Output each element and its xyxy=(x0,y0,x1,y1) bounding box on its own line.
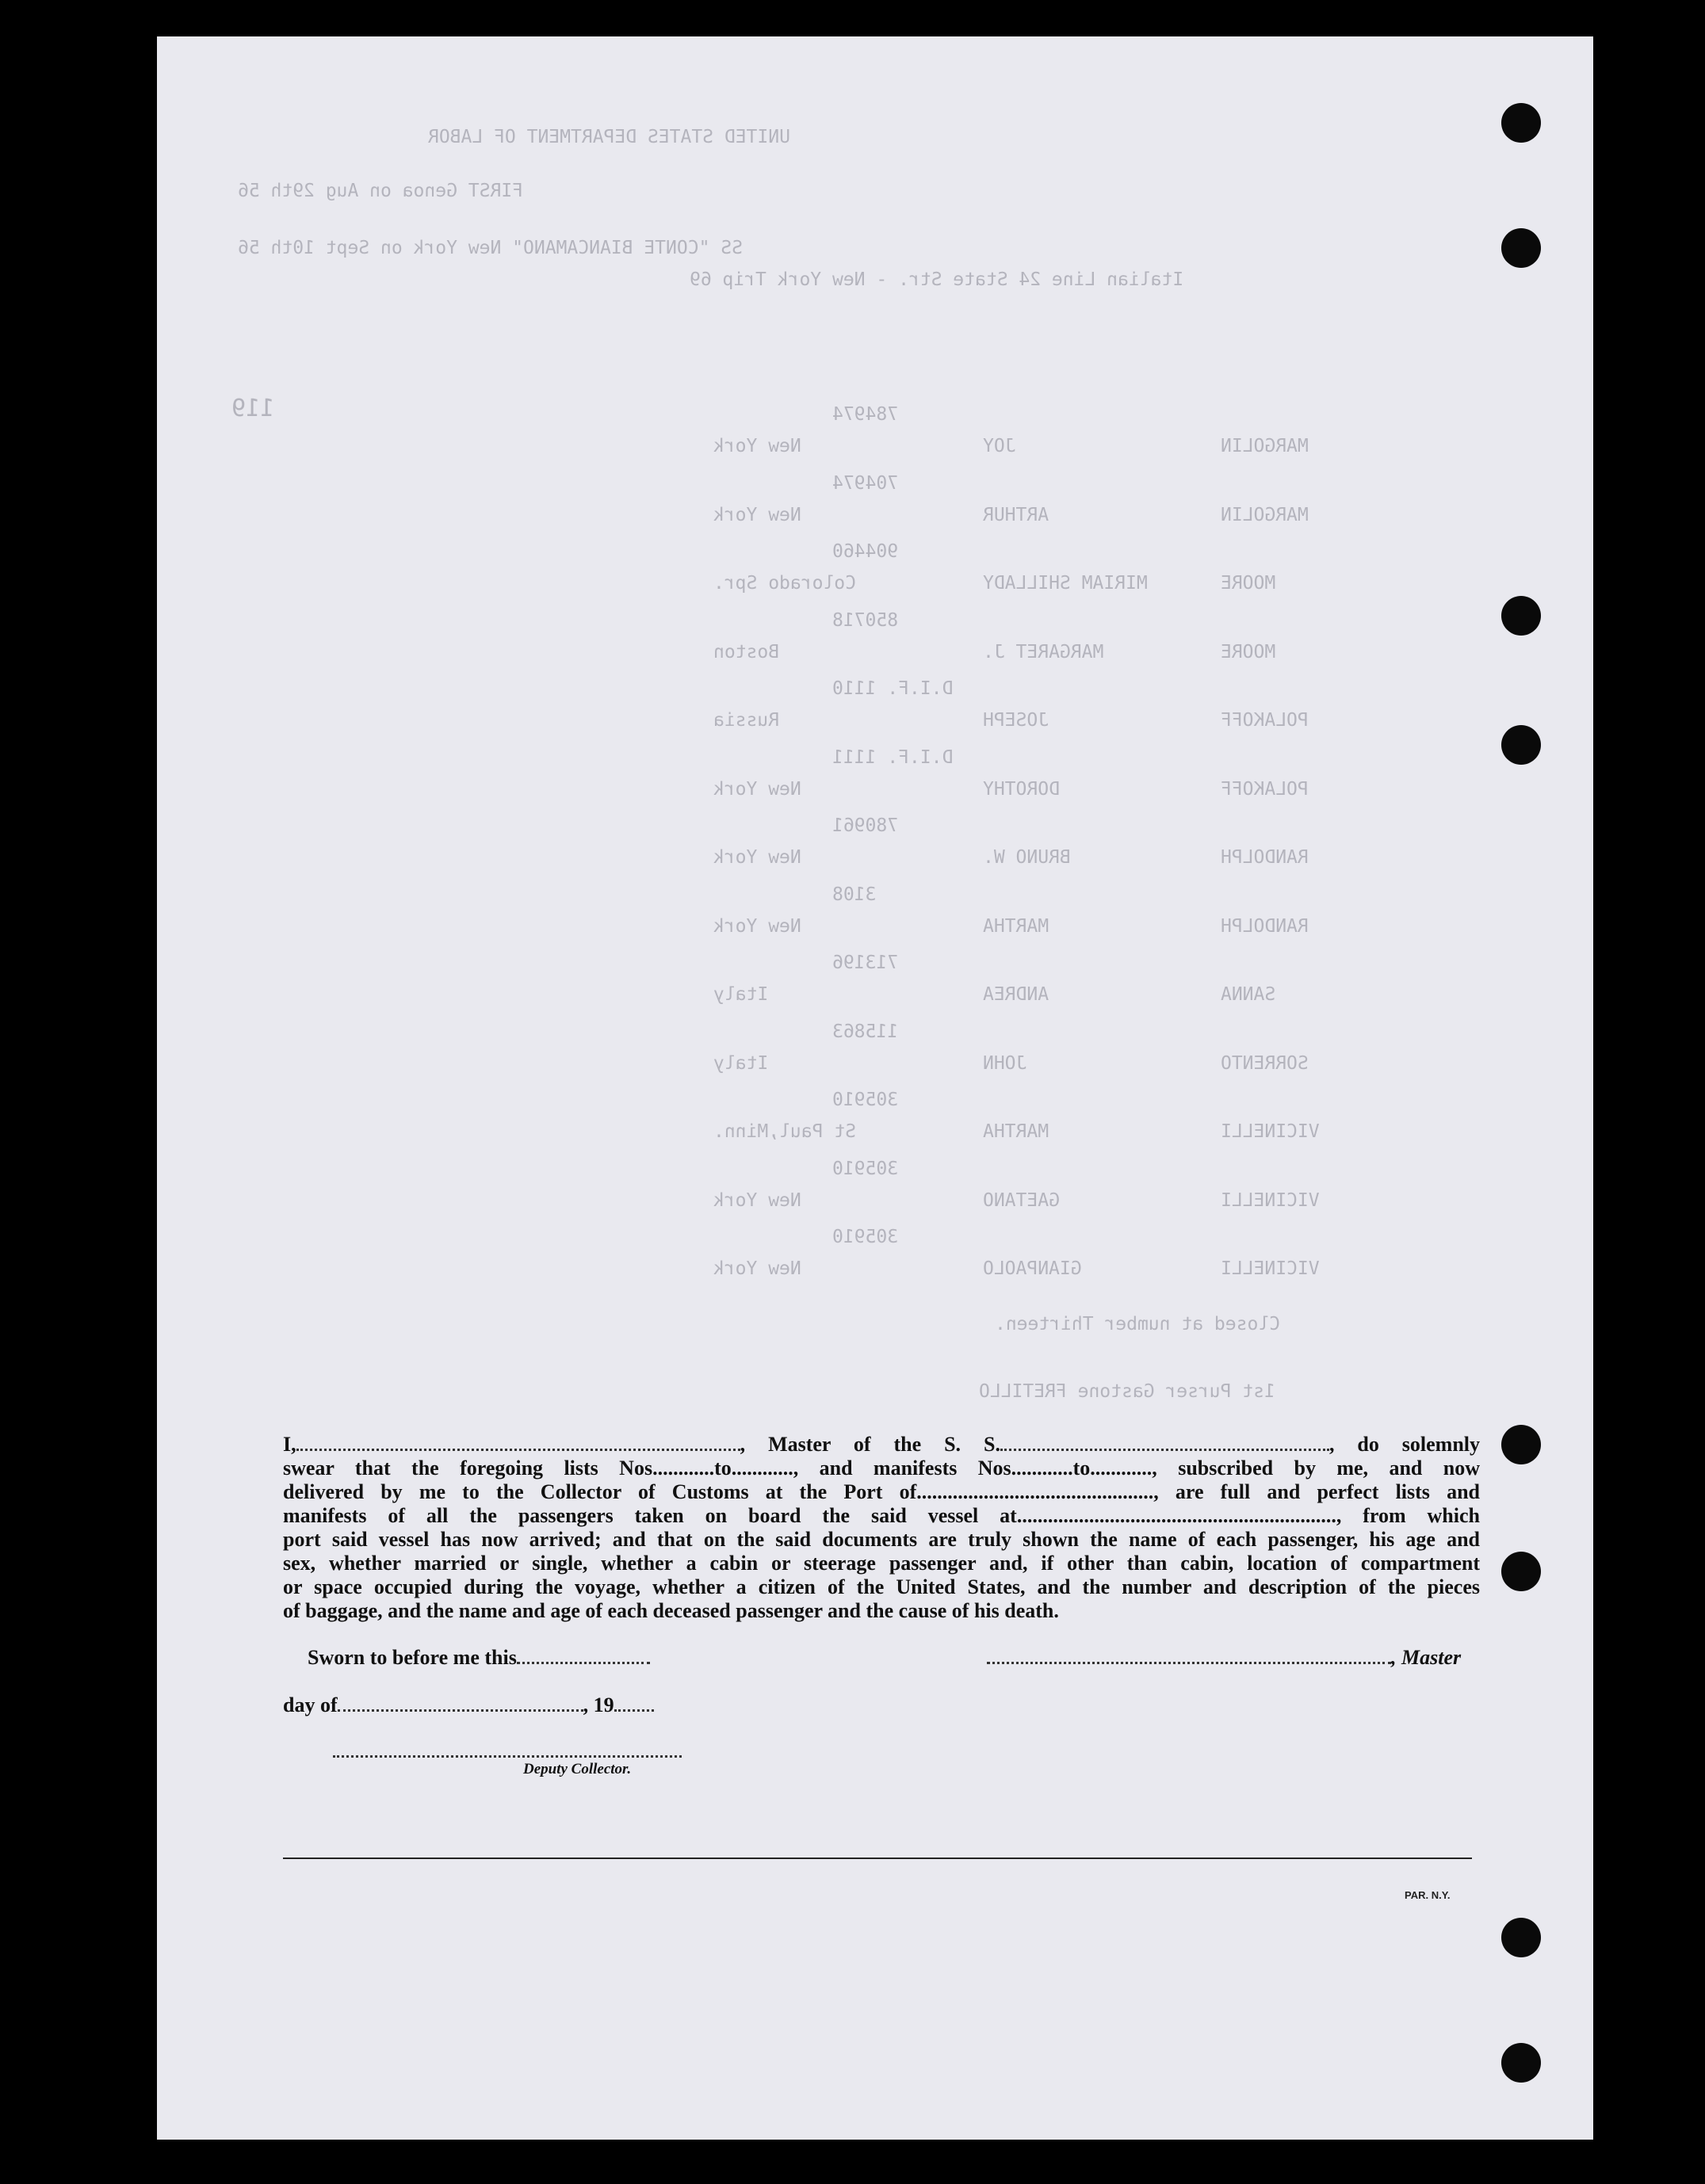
reversed-row-place: Colorado Spr. xyxy=(713,573,857,594)
reversed-row-surname: VICINELLI xyxy=(1221,1258,1320,1279)
reversed-row-surname: VICINELLI xyxy=(1221,1121,1320,1142)
reversed-row-place: New York xyxy=(713,778,801,800)
reversed-row-given-name: GIANPAOLO xyxy=(983,1258,1082,1279)
reversed-row-surname: RANDOLPH xyxy=(1221,915,1309,937)
oath-line-7: or space occupied during the voyage, whether a citizen of the United States, and the number and description of the pieces xyxy=(283,1575,1480,1598)
reversed-row-given-name: JOSEPH xyxy=(983,710,1049,731)
reversed-row-given-name: MARGARET J. xyxy=(983,641,1104,662)
reversed-row-surname: POLAKOFF xyxy=(1221,778,1309,800)
oath-line-6: sex, whether married or single, whether a cabin or steerage passenger and, if other than cabin, location of compartment xyxy=(283,1552,1480,1575)
reversed-row-number: 850718 xyxy=(832,609,899,631)
reversed-row-place: Boston xyxy=(713,641,780,662)
reversed-row-given-name: ANDREA xyxy=(983,984,1049,1005)
reversed-row-place: Italy xyxy=(713,984,769,1005)
reversed-row-number: 305910 xyxy=(832,1090,899,1110)
reversed-row-place: New York xyxy=(713,504,801,525)
sworn-label: Sworn to before me this xyxy=(308,1646,650,1670)
punch-hole-1 xyxy=(1501,103,1541,143)
oath-line-1: I, , Master of the S. S. , do solemnly xyxy=(283,1433,1481,1456)
reversed-row-place: New York xyxy=(713,1189,801,1211)
reversed-row-surname: MOORE xyxy=(1221,641,1276,662)
reversed-row-place: Russia xyxy=(713,710,780,731)
reversed-row-given-name: MARTHA xyxy=(983,915,1049,937)
reversed-row-surname: VICINELLI xyxy=(1221,1189,1320,1211)
printer-mark: PAR. N.Y. xyxy=(1405,1889,1451,1901)
reversed-row-number: 784974 xyxy=(832,404,899,425)
reversed-row-given-name: MARTHA xyxy=(983,1121,1049,1142)
reversed-header-line2: FIRST Genoa on Aug 29th 56 xyxy=(238,181,524,201)
punch-hole-6 xyxy=(1501,1552,1541,1591)
reversed-row-number: 780961 xyxy=(832,815,899,836)
reversed-row-place: Italy xyxy=(713,1052,769,1074)
reversed-row-place: New York xyxy=(713,915,801,937)
oath-line-4: manifests of all the passengers taken on board the said vessel at.............................................................., from which xyxy=(283,1504,1480,1527)
day-of-label: day of , 19 xyxy=(283,1693,654,1717)
reversed-row-surname: MARGOLIN xyxy=(1221,436,1309,456)
reversed-row-surname: SORRENTO xyxy=(1221,1052,1309,1074)
reversed-row-number: D.I.F. 1110 xyxy=(832,678,954,699)
reversed-row-given-name: JOHN xyxy=(983,1052,1027,1074)
reversed-row-given-name: ARTHUR xyxy=(983,504,1049,525)
punch-hole-8 xyxy=(1501,2043,1541,2083)
deputy-collector-label: Deputy Collector. xyxy=(523,1761,632,1777)
reversed-row-surname: RANDOLPH xyxy=(1221,847,1309,868)
reversed-header-line4: Italian Line 24 State Str. - New York Trip 69 xyxy=(690,269,1184,290)
reversed-row-place: New York xyxy=(713,436,801,456)
reversed-header-line1: UNITED STATES DEPARTMENT OF LABOR xyxy=(428,127,790,147)
reversed-row-given-name: MIRIAM SHILLADY xyxy=(983,573,1148,594)
reversed-row-number: 305910 xyxy=(832,1227,899,1247)
reversed-closed-note: Closed at number Thirteen. xyxy=(995,1314,1281,1334)
reversed-purser-signature: 1st Purser Gastone FRETILLO xyxy=(979,1381,1275,1402)
reversed-row-surname: MOORE xyxy=(1221,573,1276,594)
reversed-row-number: 713196 xyxy=(832,953,899,973)
manifest-page xyxy=(157,36,1593,2140)
oath-line-3: delivered by me to the Collector of Customs at the Port of.............................................., are full and perfect lists and xyxy=(283,1480,1480,1503)
reversed-row-number: 704974 xyxy=(832,472,899,494)
reversed-row-surname: MARGOLIN xyxy=(1221,504,1309,525)
oath-line-8: of baggage, and the name and age of each deceased passenger and the cause of his death. xyxy=(283,1599,1059,1622)
punch-hole-2 xyxy=(1501,228,1541,268)
reversed-row-place: New York xyxy=(713,847,801,868)
reversed-row-surname: POLAKOFF xyxy=(1221,710,1309,731)
reversed-row-place: New York xyxy=(713,1258,801,1279)
page-number: 119 xyxy=(231,395,275,422)
punch-hole-7 xyxy=(1501,1918,1541,1957)
bottom-rule xyxy=(283,1858,1472,1859)
oath-line-5: port said vessel has now arrived; and that on the said documents are truly shown the name of each passenger, his age and xyxy=(283,1528,1480,1551)
master-signature-line: , Master xyxy=(987,1646,1461,1670)
reversed-row-given-name: GAETANO xyxy=(983,1189,1060,1211)
master-oath xyxy=(283,1433,1480,1623)
reversed-row-given-name: DOROTHY xyxy=(983,778,1060,800)
deputy-signature-line xyxy=(333,1739,682,1763)
reversed-row-surname: SANNA xyxy=(1221,984,1276,1005)
reversed-row-given-name: JOY xyxy=(983,436,1016,456)
reversed-row-number: 305910 xyxy=(832,1158,899,1179)
punch-hole-4 xyxy=(1501,725,1541,765)
reversed-row-number: 904460 xyxy=(832,541,899,562)
reversed-header-line3: SS "CONTE BIANCAMANO" New York on Sept 10th 56 xyxy=(238,238,743,258)
punch-hole-3 xyxy=(1501,596,1541,636)
reversed-row-number: D.I.F. 1111 xyxy=(832,746,954,768)
reversed-row-given-name: BRUNO W. xyxy=(983,847,1071,868)
reversed-row-number: 115863 xyxy=(832,1021,899,1042)
oath-line-2: swear that the foregoing lists Nos............to............, and manifests Nos............to............, subscribed by me, and now xyxy=(283,1457,1480,1480)
reversed-row-number: 3108 xyxy=(832,884,877,905)
punch-hole-5 xyxy=(1501,1425,1541,1464)
reversed-row-place: St Paul,Minn. xyxy=(713,1121,857,1142)
